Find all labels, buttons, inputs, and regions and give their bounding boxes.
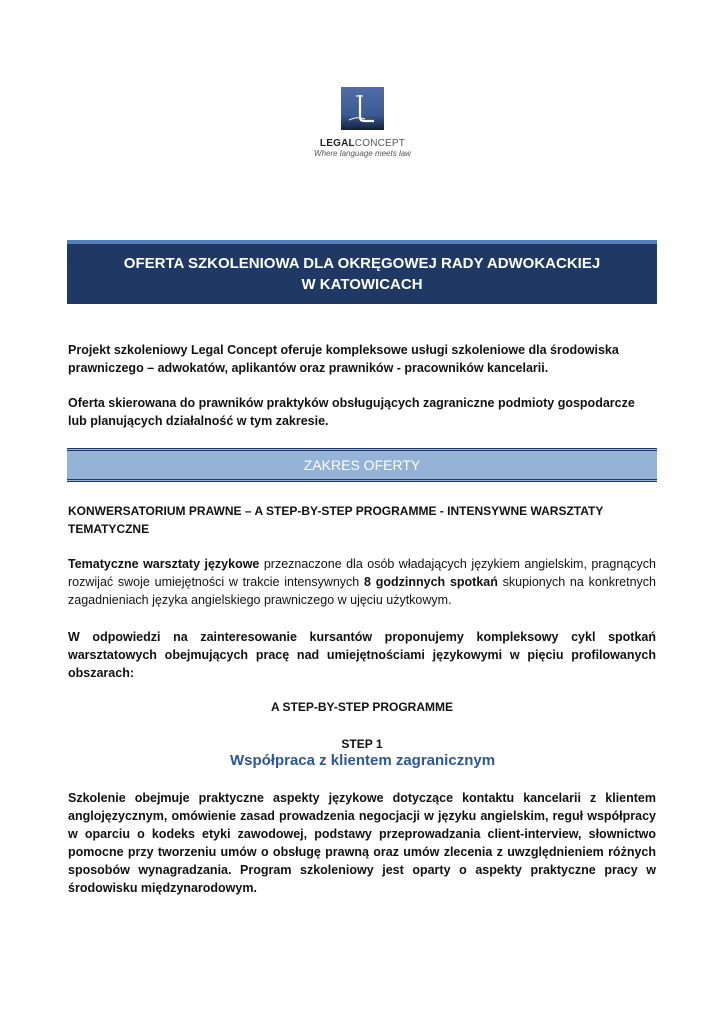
program-paragraph-2: W odpowiedzi na zainteresowanie kursantów proponujemy kompleksowy cykl spotkań warsztatowych obejmujących pracę nad umiejętnościami językowymi w pięciu profilowanych obszarach:	[68, 630, 656, 680]
program-paragraph-1	[68, 555, 656, 609]
logo-tagline: Where language meets law	[314, 149, 411, 158]
program-p1-bold-mid: 8 godzinnych spotkań	[364, 575, 498, 589]
title-line-2: W KATOWICACH	[301, 276, 423, 293]
section-heading: ZAKRES OFERTY	[303, 457, 421, 473]
intro-paragraph-2: Oferta skierowana do prawników praktyków obsługujących zagraniczne podmioty gospodarcze lub planujących działalność w tym zakresie.	[68, 396, 635, 428]
program-heading: KONWERSATORIUM PRAWNE – A STEP-BY-STEP PROGRAMME - INTENSYWNE WARSZTATY TEMATYCZNE	[68, 504, 604, 536]
section-heading-band	[67, 448, 657, 482]
step-body: Szkolenie obejmuje praktyczne aspekty językowe dotyczące kontaktu kancelarii z klientem anglojęzycznym, omówienie zasad prowadzenia negocjacji w języku angielskim, reguł współpracy w oparciu o kodeks etyki zawodowej, podstawy przeprowadzania client-interview, słownictwo pomocne przy tworzeniu umów o obsługę prawną oraz umów zlecenia z uwzględnieniem różnych sposobów wynagradzania. Program szkoleniowy jest oparty o aspekty praktyczne pracy w środowisku międzynarodowym.	[68, 791, 656, 895]
programme-title: A STEP-BY-STEP PROGRAMME	[270, 700, 454, 714]
program-p1-bold-start: Tematyczne warsztaty językowe	[68, 557, 260, 571]
company-logo	[0, 87, 725, 159]
program-p1-end: skupionych na konkretnych zagadnieniach języka angielskiego prawniczego w ujęciu użytkowym.	[68, 575, 656, 607]
step-subtitle: Współpraca z klientem zagranicznym	[229, 752, 496, 769]
document-title	[67, 240, 657, 304]
logo-l-glyph-icon	[341, 87, 384, 130]
logo-wordmark: LEGALCONCEPT	[319, 138, 406, 149]
step-label: STEP 1	[341, 737, 383, 751]
program-p1-mid: przeznaczone dla osób władających językiem angielskim, pragnących rozwijać swoje umiejętności w trakcie intensywnych	[68, 557, 656, 589]
intro-paragraph-1: Projekt szkoleniowy Legal Concept oferuje kompleksowe usługi szkoleniowe dla środowiska prawniczego – adwokatów, aplikantów oraz prawników - pracowników kancelarii.	[68, 343, 619, 375]
title-line-1: OFERTA SZKOLENIOWA DLA OKRĘGOWEJ RADY ADWOKACKIEJ	[123, 255, 601, 272]
logo-mark	[341, 87, 384, 130]
